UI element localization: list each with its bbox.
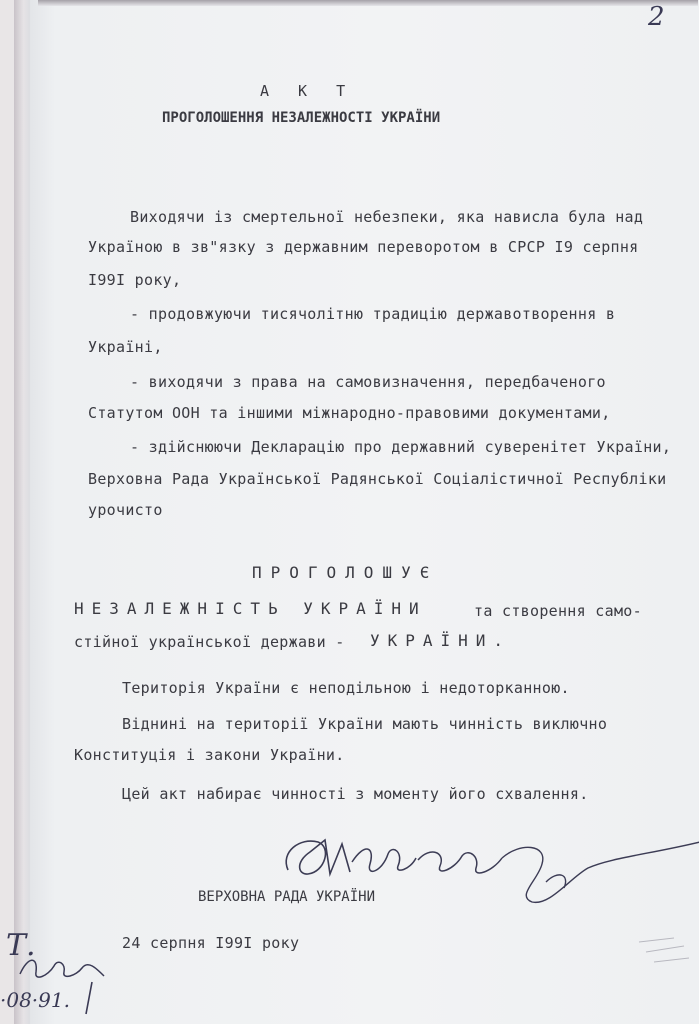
margin-note-mark <box>80 978 100 1018</box>
preamble-line: Україною в зв"язку з державним переворотом в СРСР I9 серпня <box>88 238 639 256</box>
preamble-line: - здійснюючи Декларацію про державний суверенітет України, <box>130 438 672 456</box>
preamble-line: I99I року, <box>88 271 182 289</box>
provision-line: Цей акт набирає чинності з моменту його схвалення. <box>122 785 589 803</box>
margin-note-date: ·08·91. <box>0 988 70 1012</box>
preamble-line: урочисто <box>88 501 163 519</box>
independence-of-ukraine: НЕЗАЛЕЖНІСТЬ УКРАЇНИ <box>74 599 427 618</box>
preamble-line: - продовжуючи тисячолітню традицію державотворення в <box>130 305 616 323</box>
provision-line: Віднині на території України мають чинність виключно <box>122 715 608 733</box>
issuer: ВЕРХОВНА РАДА УКРАЇНИ <box>198 889 376 905</box>
page-top-edge <box>38 0 698 6</box>
page-binding-edge <box>14 0 30 1024</box>
preamble-line: Україні, <box>88 338 163 356</box>
document-page <box>14 0 699 1024</box>
proclaims-word: ПРОГОЛОШУЄ <box>252 563 439 582</box>
margin-note-initial: Т. <box>6 928 36 963</box>
preamble-line: Виходячи із смертельної небезпеки, яка нависла була над <box>130 208 644 226</box>
preamble-line: Верховна Рада Української Радянської Соціалістичної Республіки <box>88 470 667 488</box>
act-heading: А К Т <box>260 82 356 100</box>
provision-line: Територія України є неподільною і недоторканною. <box>122 679 570 697</box>
proclamation-text: стійної української держави - <box>74 633 345 651</box>
page-stain <box>634 932 694 972</box>
date: 24 серпня I99I року <box>122 934 300 952</box>
proclamation-text: та створення само- <box>474 602 642 620</box>
act-title: ПРОГОЛОШЕННЯ НЕЗАЛЕЖНОСТІ УКРАЇНИ <box>162 110 441 126</box>
preamble-line: Статутом ООН та іншими міжнародно-правовими документами, <box>88 404 611 422</box>
ukraine-word: УКРАЇНИ. <box>370 631 512 650</box>
preamble-line: - виходячи з права на самовизначення, передбаченого <box>130 373 606 391</box>
page-number: 2 <box>648 2 665 32</box>
provision-line: Конституція і закони України. <box>74 746 345 764</box>
